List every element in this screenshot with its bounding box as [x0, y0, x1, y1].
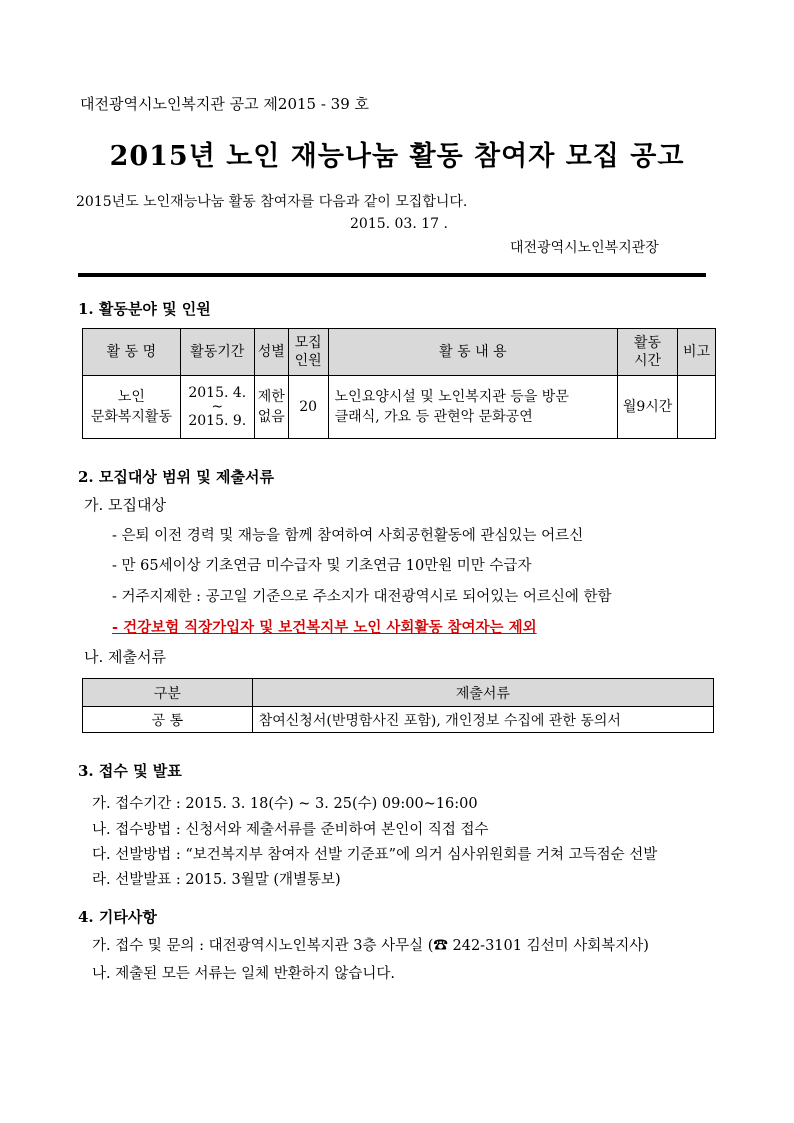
- documents-table: [82, 678, 714, 733]
- cell-count: 20: [288, 376, 328, 439]
- header-gender: 성별: [254, 329, 288, 376]
- page-title: 2015년 노인 재능나눔 활동 참여자 모집 공고: [109, 141, 685, 172]
- cell-note: [678, 376, 716, 439]
- header-time: [618, 329, 678, 376]
- section-4-heading: 4. 기타사항: [78, 908, 157, 926]
- schedule-item: 다. 선발방법 : “보건복지부 참여자 선발 기준표”에 의거 심사위원회를 거쳐 고득점순 선발: [92, 847, 658, 863]
- table-row: [83, 707, 714, 733]
- schedule-item: 가. 접수기간 : 2015. 3. 18(수) ~ 3. 25(수) 09:00~16:00: [92, 796, 478, 812]
- table-row: [83, 376, 716, 439]
- activity-name-line1: 노인: [117, 389, 145, 405]
- cell-documents: 참여신청서(반명함사진 포함), 개인정보 수집에 관한 동의서: [252, 707, 713, 733]
- gender-line2: 없음: [257, 409, 285, 425]
- cell-category: 공 통: [83, 707, 253, 733]
- schedule-item: 나. 접수방법 : 신청서와 제출서류를 준비하여 본인이 직접 접수: [92, 822, 489, 838]
- cell-activity-name: [83, 376, 181, 439]
- header-note: 비고: [678, 329, 716, 376]
- issuer-name: 대전광역시노인복지관장: [510, 240, 659, 256]
- intro-text: 2015년도 노인재능나눔 활동 참여자를 다음과 같이 모집합니다.: [76, 194, 468, 210]
- period-sep: ~: [211, 399, 224, 415]
- cell-period: [180, 376, 254, 439]
- period-start: 2015. 4.: [188, 385, 247, 401]
- sub-heading-documents: 나. 제출서류: [84, 648, 166, 666]
- section-1-heading: 1. 활동분야 및 인원: [78, 300, 211, 318]
- section-3-heading: 3. 접수 및 발표: [78, 762, 182, 780]
- table-header-row: [83, 679, 714, 707]
- header-recruit-line2: 인원: [294, 353, 322, 369]
- cell-time: 월9시간: [618, 376, 678, 439]
- target-item: - 만 65세이상 기초연금 미수급자 및 기초연금 10만원 미만 수급자: [112, 558, 532, 574]
- content-line2: 클래식, 가요 등 관현악 문화공연: [334, 409, 533, 425]
- header-time-line1: 활동: [634, 335, 662, 351]
- content-line1: 노인요양시설 및 노인복지관 등을 방문: [334, 389, 569, 405]
- table-header-row: [83, 329, 716, 376]
- activity-name-line2: 문화복지활동: [90, 409, 172, 425]
- header-content: 활 동 내 용: [328, 329, 617, 376]
- header-recruit-line1: 모집: [294, 335, 322, 351]
- target-item: - 거주지제한 : 공고일 기준으로 주소지가 대전광역시로 되어있는 어르신에 한함: [112, 589, 612, 605]
- target-item: - 은퇴 이전 경력 및 재능을 함께 참여하여 사회공헌활동에 관심있는 어르신: [112, 528, 584, 544]
- header-recruit: [288, 329, 328, 376]
- header-time-line2: 시간: [634, 353, 662, 369]
- cell-gender: [254, 376, 288, 439]
- exclusion-warning: - 건강보험 직장가입자 및 보건복지부 노인 사회활동 참여자는 제외: [112, 619, 537, 636]
- header-category: 구분: [83, 679, 253, 707]
- cell-content: [328, 376, 617, 439]
- schedule-item: 라. 선발발표 : 2015. 3월말 (개별통보): [92, 872, 341, 888]
- notice-number: 대전광역시노인복지관 공고 제2015 - 39 호: [80, 95, 370, 113]
- gender-line1: 제한: [257, 389, 285, 405]
- header-period: 활동기간: [180, 329, 254, 376]
- section-2-heading: 2. 모집대상 범위 및 제출서류: [78, 468, 274, 486]
- activity-table: [82, 328, 716, 439]
- contact-item: 가. 접수 및 문의 : 대전광역시노인복지관 3층 사무실 (☎ 242-3101 김선미 사회복지사): [92, 938, 649, 954]
- period-end: 2015. 9.: [188, 413, 247, 429]
- sub-heading-target: 가. 모집대상: [84, 496, 166, 514]
- header-documents: 제출서류: [252, 679, 713, 707]
- notice-date: 2015. 03. 17 .: [350, 216, 448, 232]
- divider: [78, 273, 706, 277]
- header-activity-name: 활 동 명: [83, 329, 181, 376]
- notice-item: 나. 제출된 모든 서류는 일체 반환하지 않습니다.: [92, 966, 396, 982]
